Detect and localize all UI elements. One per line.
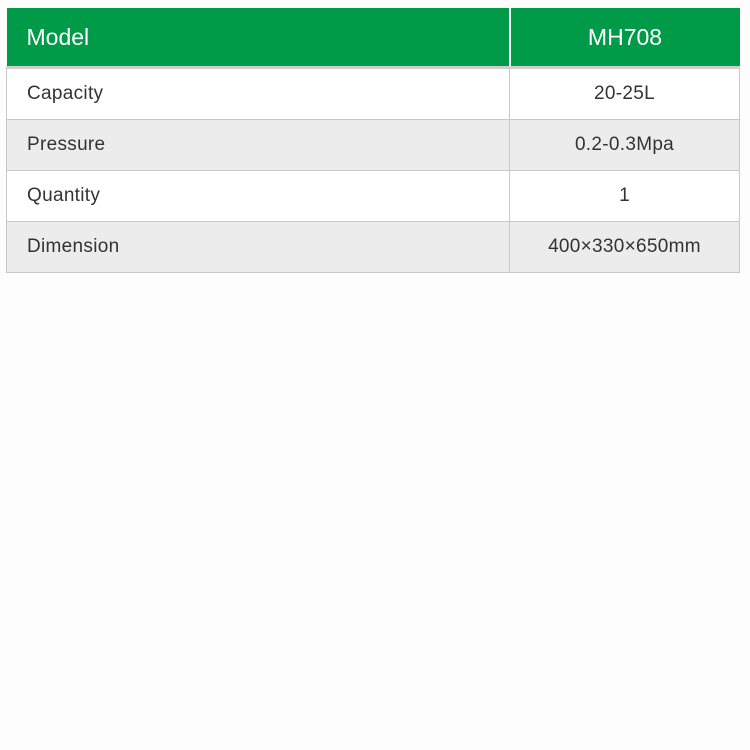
- row-value: 1: [510, 171, 740, 222]
- row-value: 20-25L: [510, 68, 740, 120]
- spec-table: [6, 8, 740, 273]
- row-value: 400×330×650mm: [510, 222, 740, 273]
- row-label: Dimension: [7, 222, 510, 273]
- header-model-value: MH708: [510, 8, 740, 68]
- row-label: Quantity: [7, 171, 510, 222]
- table-header-row: [7, 8, 740, 68]
- table-row: [7, 120, 740, 171]
- table-row: [7, 222, 740, 273]
- table-row: [7, 68, 740, 120]
- row-label: Pressure: [7, 120, 510, 171]
- table-row: [7, 171, 740, 222]
- row-label: Capacity: [7, 68, 510, 120]
- row-value: 0.2-0.3Mpa: [510, 120, 740, 171]
- header-model-label: Model: [7, 8, 510, 68]
